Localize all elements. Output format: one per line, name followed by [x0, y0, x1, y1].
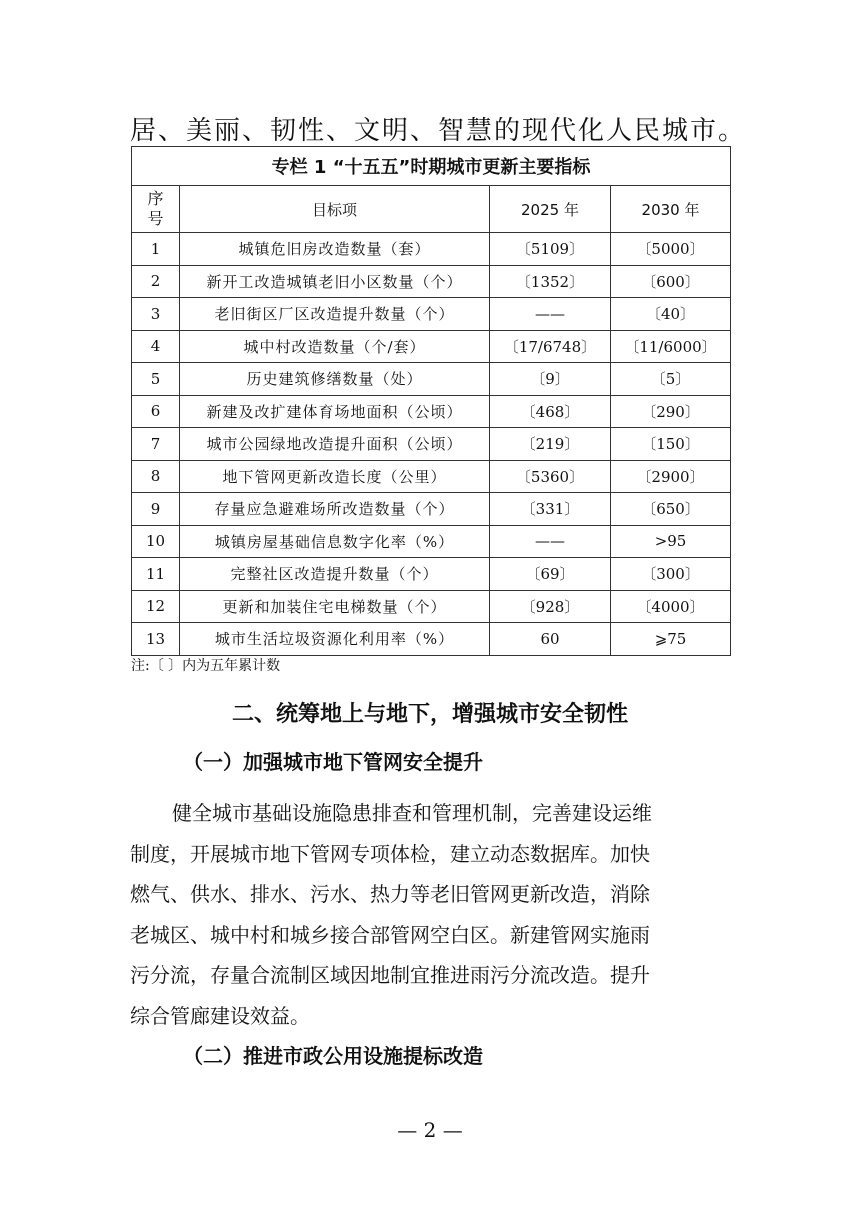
table-row	[132, 460, 731, 493]
indicator-table	[131, 146, 731, 656]
row-number: 11	[132, 558, 180, 591]
paragraph-line: 制度，开展城市地下管网专项体检，建立动态数据库。加快	[130, 841, 650, 866]
row-2030: 〔11/6000〕	[611, 330, 731, 363]
row-2025: 〔5360〕	[490, 460, 611, 493]
page-number: — 2 —	[397, 1118, 463, 1142]
table-row	[132, 493, 731, 526]
row-2030: 〔150〕	[611, 428, 731, 461]
row-2025: 〔219〕	[490, 428, 611, 461]
row-2025: 〔69〕	[490, 558, 611, 591]
paragraph-line: 老城区、城中村和城乡接合部管网空白区。新建管网实施雨	[130, 922, 650, 947]
row-item: 城中村改造数量（个/套）	[180, 330, 490, 363]
row-2025: 〔1352〕	[490, 265, 611, 298]
header-seq	[132, 186, 180, 233]
row-2030: 〔4000〕	[611, 590, 731, 623]
paragraph-line: 综合管廊建设效益。	[130, 1003, 310, 1028]
row-2025: 〔17/6748〕	[490, 330, 611, 363]
row-item: 城市生活垃圾资源化利用率（%）	[180, 623, 490, 656]
row-item: 新建及改扩建体育场地面积（公顷）	[180, 395, 490, 428]
row-2025: 60	[490, 623, 611, 656]
table-note: 注:〔 〕内为五年累计数	[131, 658, 281, 674]
header-2030: 2030 年	[611, 186, 731, 233]
row-number: 12	[132, 590, 180, 623]
table-header-row	[132, 186, 731, 233]
row-item: 城市公园绿地改造提升面积（公顷）	[180, 428, 490, 461]
row-number: 5	[132, 363, 180, 396]
lead-text: 居、美丽、韧性、文明、智慧的现代化人民城市。	[130, 116, 747, 146]
table-row	[132, 395, 731, 428]
row-item: 城镇危旧房改造数量（套）	[180, 233, 490, 266]
row-2030: 〔650〕	[611, 493, 731, 526]
row-2025: 〔331〕	[490, 493, 611, 526]
table-row	[132, 233, 731, 266]
row-2030: 〔300〕	[611, 558, 731, 591]
table-caption: 专栏 1 “十五五”时期城市更新主要指标	[132, 147, 731, 186]
row-2030: 〔2900〕	[611, 460, 731, 493]
table-row	[132, 558, 731, 591]
table-row	[132, 298, 731, 331]
row-2025: ——	[490, 525, 611, 558]
row-item: 老旧街区厂区改造提升数量（个）	[180, 298, 490, 331]
row-number: 9	[132, 493, 180, 526]
row-2025: ——	[490, 298, 611, 331]
row-2030: 〔5000〕	[611, 233, 731, 266]
row-item: 新开工改造城镇老旧小区数量（个）	[180, 265, 490, 298]
header-item: 目标项	[180, 186, 490, 233]
row-2030: >95	[611, 525, 731, 558]
row-number: 6	[132, 395, 180, 428]
row-number: 1	[132, 233, 180, 266]
row-item: 地下管网更新改造长度（公里）	[180, 460, 490, 493]
row-item: 完整社区改造提升数量（个）	[180, 558, 490, 591]
row-number: 13	[132, 623, 180, 656]
header-seq-line2: 号	[147, 209, 164, 228]
row-number: 7	[132, 428, 180, 461]
row-2025: 〔928〕	[490, 590, 611, 623]
paragraph-line: 健全城市基础设施隐患排查和管理机制，完善建设运维	[172, 801, 652, 825]
row-2030: 〔600〕	[611, 265, 731, 298]
row-number: 3	[132, 298, 180, 331]
row-number: 10	[132, 525, 180, 558]
table-row	[132, 428, 731, 461]
row-2030: 〔290〕	[611, 395, 731, 428]
row-item: 城镇房屋基础信息数字化率（%）	[180, 525, 490, 558]
row-number: 2	[132, 265, 180, 298]
body-paragraph	[130, 793, 740, 1036]
row-number: 4	[132, 330, 180, 363]
table-row	[132, 330, 731, 363]
header-seq-line1: 序	[147, 189, 164, 208]
row-item: 存量应急避难场所改造数量（个）	[180, 493, 490, 526]
row-2030: 〔40〕	[611, 298, 731, 331]
row-item: 更新和加装住宅电梯数量（个）	[180, 590, 490, 623]
section-title: 二、统筹地上与地下，增强城市安全韧性	[231, 702, 628, 727]
paragraph-line: 污分流，存量合流制区域因地制宜推进雨污分流改造。提升	[130, 963, 650, 987]
row-number: 8	[132, 460, 180, 493]
row-2025: 〔468〕	[490, 395, 611, 428]
row-item: 历史建筑修缮数量（处）	[180, 363, 490, 396]
row-2030: ⩾75	[611, 623, 731, 656]
row-2025: 〔5109〕	[490, 233, 611, 266]
row-2030: 〔5〕	[611, 363, 731, 396]
row-2025: 〔9〕	[490, 363, 611, 396]
table-row	[132, 525, 731, 558]
paragraph-line: 燃气、供水、排水、污水、热力等老旧管网更新改造，消除	[130, 882, 650, 906]
table-row	[132, 363, 731, 396]
header-2025: 2025 年	[490, 186, 611, 233]
table-row	[132, 623, 731, 656]
subsection-1-title: （一）加强城市地下管网安全提升	[183, 750, 483, 774]
subsection-2-title: （二）推进市政公用设施提标改造	[183, 1044, 483, 1068]
table-row	[132, 590, 731, 623]
table-row	[132, 265, 731, 298]
